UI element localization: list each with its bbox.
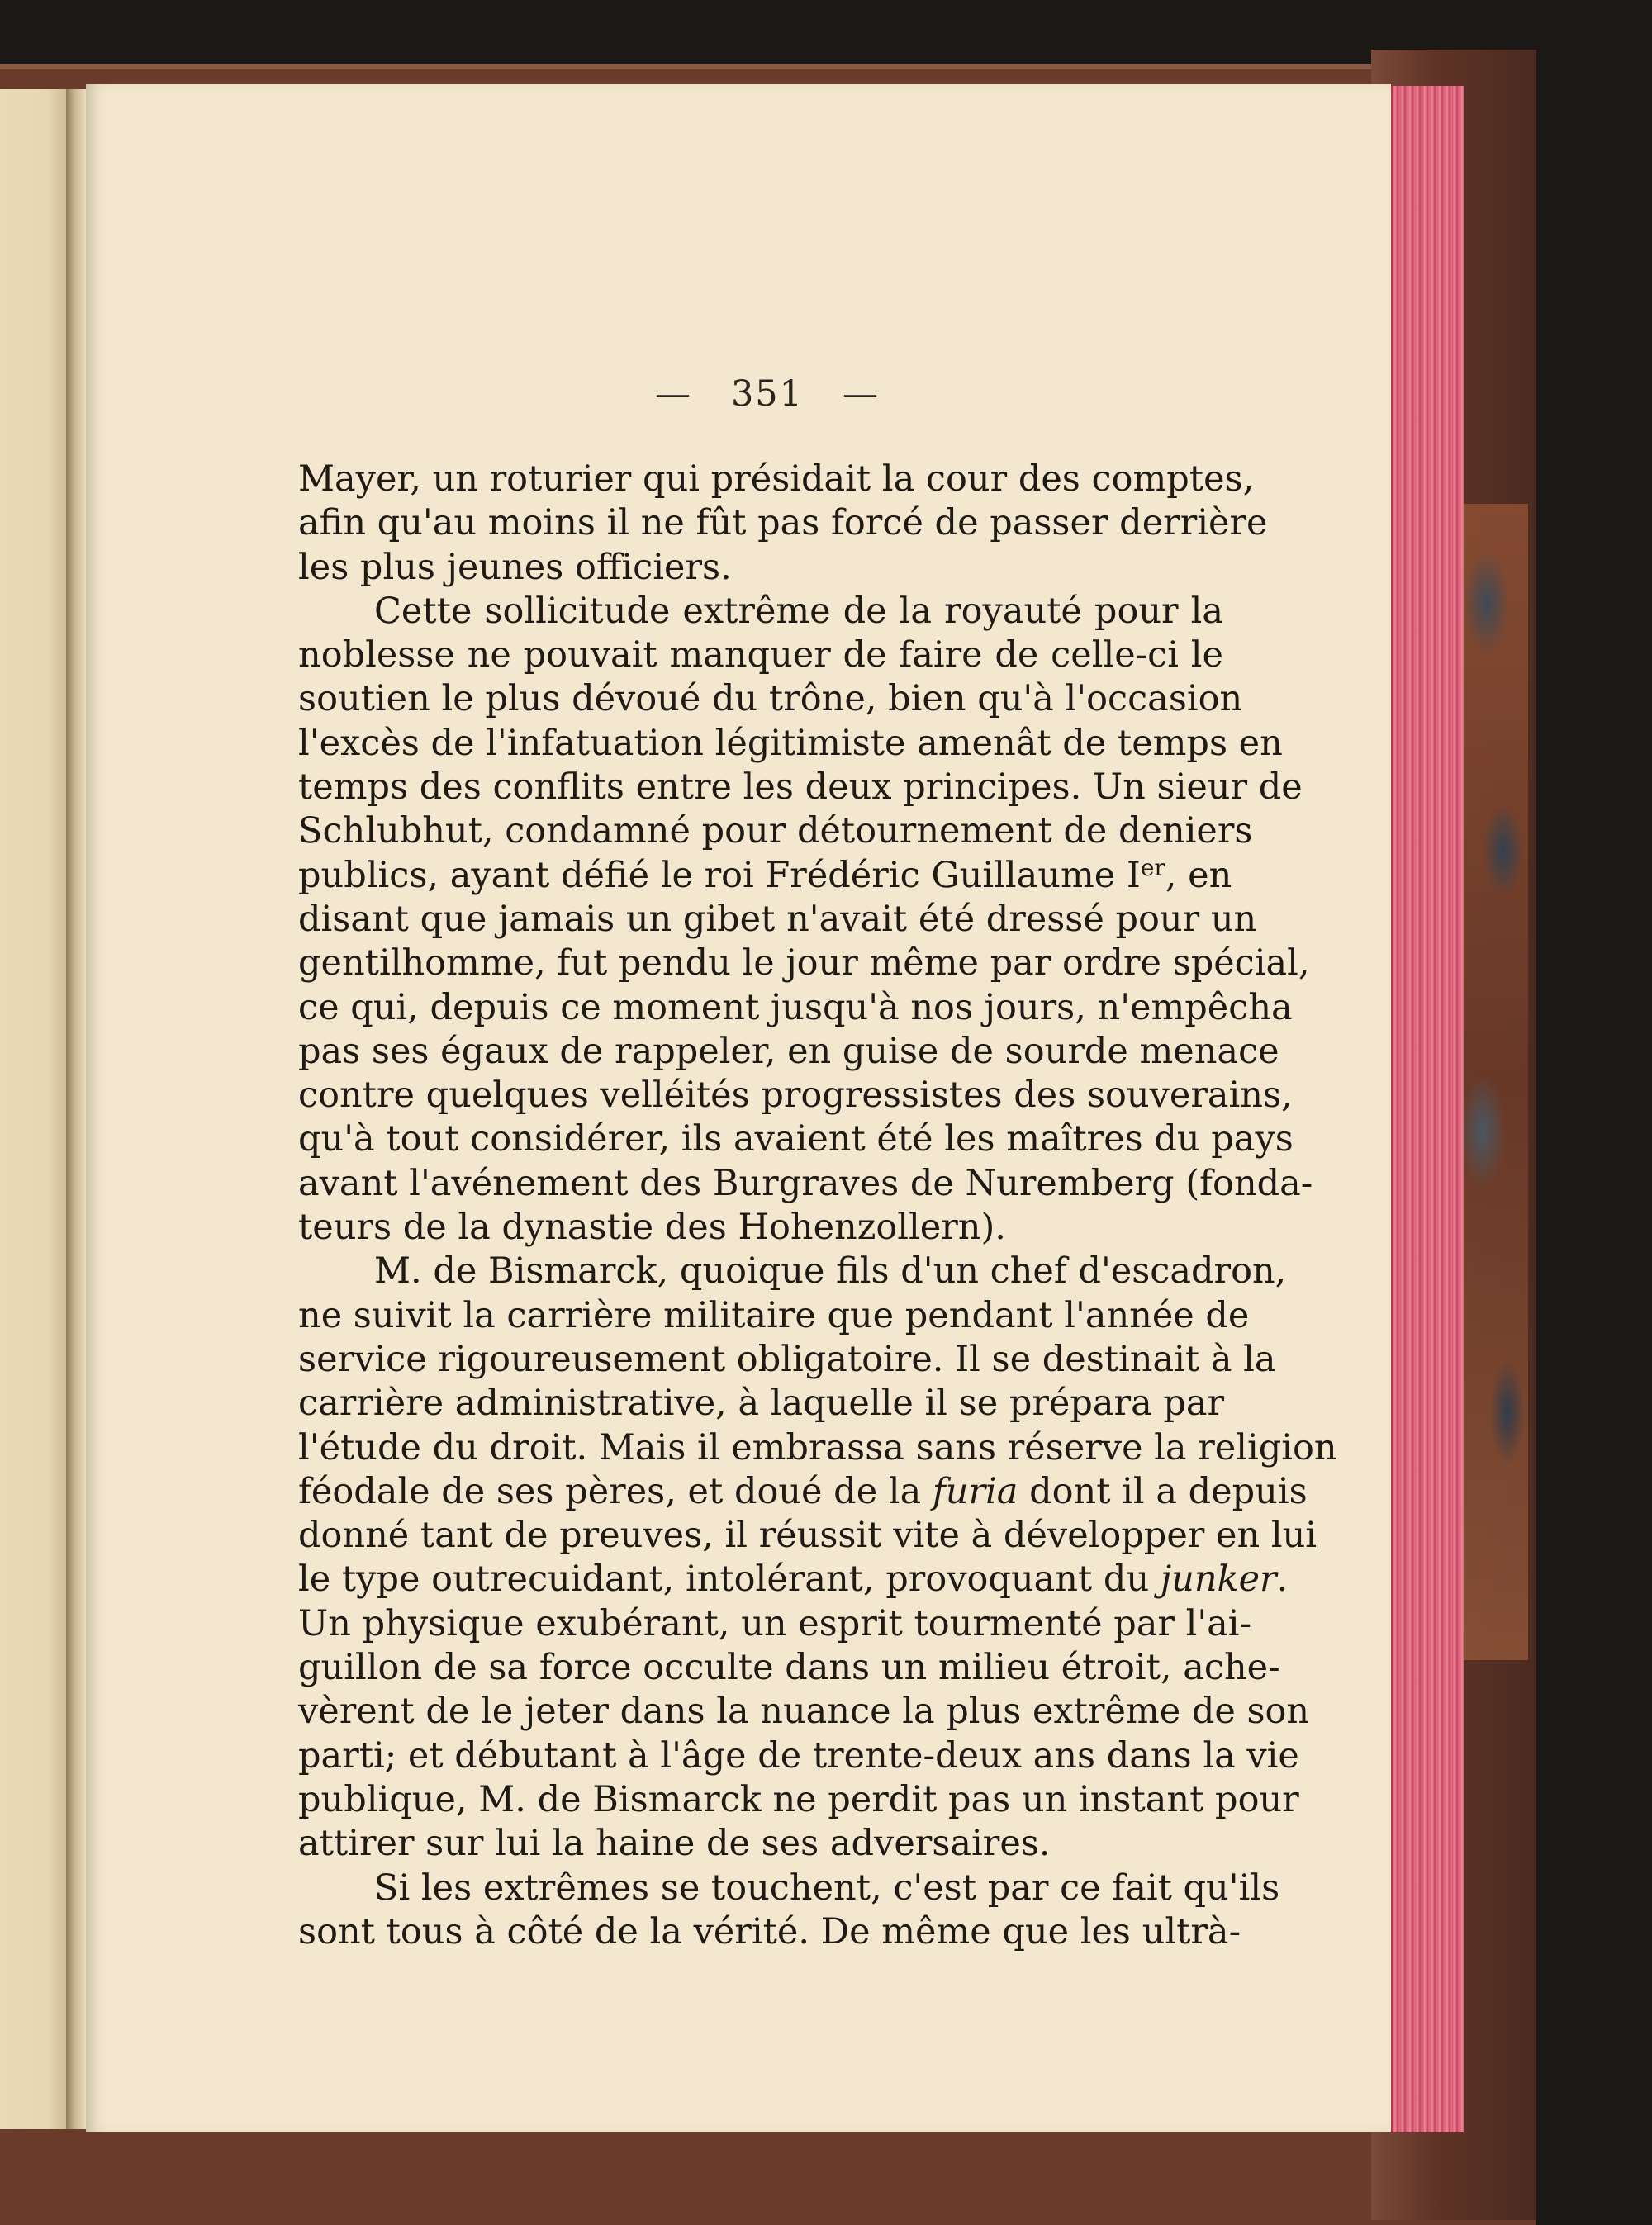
page-number-value: 351 — [730, 373, 805, 415]
text-line: Un physique exubérant, un esprit tourmenté par l'ai- — [298, 1602, 1252, 1644]
superscript: er — [1140, 853, 1165, 881]
text-line — [298, 1558, 1289, 1601]
text-line: sont tous à côté de la vérité. De même que les ultrà- — [298, 1910, 1241, 1952]
text-segment: publics, ayant défié le roi Frédéric Guillaume I — [298, 854, 1141, 896]
text-line: afin qu'au moins il ne fût pas forcé de passer derrière — [298, 502, 1268, 544]
text-line: qu'à tout considérer, ils avaient été les maîtres du pays — [298, 1118, 1294, 1160]
text-line: l'excès de l'infatuation légitimiste amenât de temps en — [298, 722, 1283, 764]
text-line: teurs de la dynastie des Hohenzollern). — [298, 1207, 1006, 1249]
text-line: carrière administrative, à laquelle il se prépara par — [298, 1383, 1225, 1425]
page-number — [86, 373, 1449, 415]
text-line: avant l'avénement des Burgraves de Nuremberg (fonda- — [298, 1162, 1313, 1204]
text-line: guillon de sa force occulte dans un milieu étroit, ache- — [298, 1647, 1280, 1689]
text-segment: féodale de ses pères, et doué de la — [298, 1470, 933, 1512]
text-segment: , en — [1165, 854, 1232, 896]
text-line: pas ses égaux de rappeler, en guise de sourde menace — [298, 1030, 1279, 1072]
italic-word: furia — [932, 1470, 1018, 1512]
text-line — [298, 1470, 1308, 1514]
text-line: attirer sur lui la haine de ses adversaires. — [298, 1823, 1051, 1865]
page-number-dash-left: — — [654, 373, 692, 415]
text-line: ne suivit la carrière militaire que pendant l'année de — [298, 1294, 1250, 1336]
text-line: disant que jamais un gibet n'avait été dressé pour un — [298, 898, 1257, 940]
text-line: soutien le plus dévoué du trône, bien qu'à l'occasion — [298, 678, 1243, 720]
book-gutter — [66, 89, 88, 2129]
text-segment: . — [1276, 1558, 1289, 1601]
text-line: temps des conflits entre les deux principes. Un sieur de — [298, 766, 1303, 809]
text-line: noblesse ne pouvait manquer de faire de celle-ci le — [298, 634, 1223, 676]
marbled-cover-pattern — [1462, 504, 1528, 1660]
text-line: l'étude du droit. Mais il embrassa sans réserve la religion — [298, 1426, 1337, 1468]
text-line: ce qui, depuis ce moment jusqu'à nos jours, n'empêcha — [298, 986, 1293, 1028]
text-line: Mayer, un roturier qui présidait la cour des comptes, — [298, 458, 1255, 500]
text-line — [298, 853, 1232, 898]
text-line: publique, M. de Bismarck ne perdit pas un instant pour — [298, 1778, 1299, 1820]
italic-word: junker — [1160, 1558, 1277, 1601]
text-line: service rigoureusement obligatoire. Il se destinait à la — [298, 1338, 1276, 1380]
text-line: les plus jeunes officiers. — [298, 546, 732, 588]
text-line: Si les extrêmes se touchent, c'est par ce fait qu'ils — [374, 1867, 1280, 1909]
text-line: parti; et débutant à l'âge de trente-deux ans dans la vie — [298, 1734, 1299, 1777]
left-page-sliver — [0, 89, 68, 2129]
text-line: donné tant de preuves, il réussit vite à développer en lui — [298, 1515, 1317, 1557]
text-segment: le type outrecuidant, intolérant, provoquant du — [298, 1558, 1161, 1601]
text-line: Schlubhut, condamné pour détournement de deniers — [298, 810, 1253, 852]
right-page — [86, 84, 1391, 2132]
text-line: M. de Bismarck, quoique fils d'un chef d'escadron, — [374, 1250, 1287, 1293]
text-line: vèrent de le jeter dans la nuance la plus extrême de son — [298, 1691, 1310, 1733]
text-line: contre quelques velléités progressistes des souverains, — [298, 1075, 1293, 1117]
text-line: Cette sollicitude extrême de la royauté pour la — [374, 590, 1223, 632]
text-line: gentilhomme, fut pendu le jour même par ordre spécial, — [298, 942, 1310, 984]
page-number-dash-right: — — [843, 373, 881, 415]
body-text — [298, 458, 1337, 1954]
text-segment: dont il a depuis — [1018, 1470, 1308, 1512]
